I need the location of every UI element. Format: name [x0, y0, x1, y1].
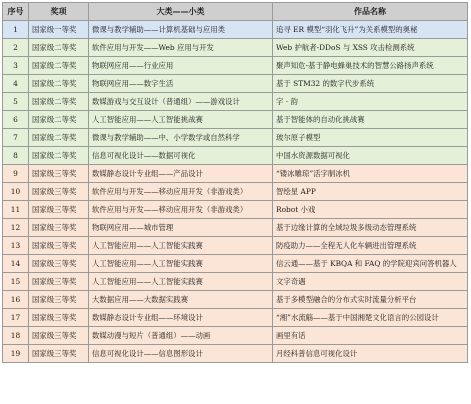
- cell-category: 信息可视化设计——信息图形设计: [89, 345, 273, 363]
- table-row: [3, 255, 468, 273]
- cell-award: 国家级三等奖: [29, 291, 89, 309]
- cell-category: 人工智能应用——人工智能挑战赛: [89, 111, 273, 129]
- cell-no: 1: [3, 21, 29, 39]
- table-row: [3, 75, 468, 93]
- cell-category: 人工智能应用——人工智能实践赛: [89, 255, 273, 273]
- cell-no: 19: [3, 345, 29, 363]
- cell-award: 国家级二等奖: [29, 75, 89, 93]
- table-row: [3, 327, 468, 345]
- table-row: [3, 111, 468, 129]
- cell-award: 国家级三等奖: [29, 201, 89, 219]
- cell-no: 2: [3, 39, 29, 57]
- cell-no: 18: [3, 327, 29, 345]
- cell-award: 国家级三等奖: [29, 165, 89, 183]
- header-category: 大类——小类: [89, 3, 273, 21]
- cell-no: 3: [3, 57, 29, 75]
- table-row: [3, 309, 468, 327]
- header-no: 序号: [3, 3, 29, 21]
- cell-work: Web 护航者-DDoS 与 XSS 攻击检测系统: [273, 39, 468, 57]
- header-work: 作品名称: [273, 3, 468, 21]
- cell-no: 13: [3, 237, 29, 255]
- cell-no: 15: [3, 273, 29, 291]
- cell-no: 7: [3, 129, 29, 147]
- cell-category: 数媒静态设计专业组——产品设计: [89, 165, 273, 183]
- table-row: [3, 291, 468, 309]
- table-row: [3, 57, 468, 75]
- cell-work: 基于智能体的自动化挑战赛: [273, 111, 468, 129]
- cell-award: 国家级三等奖: [29, 255, 89, 273]
- cell-no: 6: [3, 111, 29, 129]
- cell-work: 基于边缘计算的全域垃圾多级动态管理系统: [273, 219, 468, 237]
- cell-work: 画里有话: [273, 327, 468, 345]
- cell-work: 月经科普信息可视化设计: [273, 345, 468, 363]
- cell-category: 微课与教学辅助——计算机基础与应用类: [89, 21, 273, 39]
- cell-award: 国家级三等奖: [29, 309, 89, 327]
- cell-work: 防疫助力——全程无人化车辆进出管理系统: [273, 237, 468, 255]
- cell-no: 12: [3, 219, 29, 237]
- cell-award: 国家级三等奖: [29, 345, 89, 363]
- cell-category: 物联网应用——城市管理: [89, 219, 273, 237]
- cell-award: 国家级三等奖: [29, 273, 89, 291]
- cell-category: 人工智能应用——人工智能实践赛: [89, 273, 273, 291]
- table-row: [3, 183, 468, 201]
- cell-work: 玻尔原子模型: [273, 129, 468, 147]
- table-row: [3, 273, 468, 291]
- cell-award: 国家级二等奖: [29, 111, 89, 129]
- cell-work: 聚声知危-基于静电蜂巢技术的智慧公路扬声系统: [273, 57, 468, 75]
- cell-category: 物联网应用——数字生活: [89, 75, 273, 93]
- cell-award: 国家级三等奖: [29, 327, 89, 345]
- cell-work: 中国水资源数据可视化: [273, 147, 468, 165]
- cell-award: 国家级三等奖: [29, 237, 89, 255]
- cell-work: 基于 STM32 的数字代步系统: [273, 75, 468, 93]
- cell-award: 国家级二等奖: [29, 39, 89, 57]
- cell-award: 国家级二等奖: [29, 57, 89, 75]
- cell-work: Robot 小戏: [273, 201, 468, 219]
- cell-no: 10: [3, 183, 29, 201]
- cell-category: 物联网应用——行业应用: [89, 57, 273, 75]
- cell-work: 追寻 ER 模型“羽化飞升”为关系模型的奥秘: [273, 21, 468, 39]
- cell-category: 软件应用与开发——移动应用开发（非游戏类）: [89, 183, 273, 201]
- cell-work: 智绘星 APP: [273, 183, 468, 201]
- table-row: [3, 93, 468, 111]
- cell-no: 14: [3, 255, 29, 273]
- header-award: 奖项: [29, 3, 89, 21]
- cell-no: 8: [3, 147, 29, 165]
- cell-award: 国家级二等奖: [29, 147, 89, 165]
- table-row: [3, 21, 468, 39]
- table-row: [3, 165, 468, 183]
- cell-category: 数媒静态设计专业组——环境设计: [89, 309, 273, 327]
- cell-no: 4: [3, 75, 29, 93]
- awards-table: [2, 2, 468, 363]
- cell-no: 9: [3, 165, 29, 183]
- table-row: [3, 147, 468, 165]
- cell-category: 软件应用与开发——移动应用开发（非游戏类）: [89, 201, 273, 219]
- cell-category: 数媒动漫与短片（普通组）——动画: [89, 327, 273, 345]
- table-row: [3, 219, 468, 237]
- table-body: [3, 21, 468, 363]
- cell-no: 11: [3, 201, 29, 219]
- cell-category: 人工智能应用——人工智能实践赛: [89, 237, 273, 255]
- table-row: [3, 129, 468, 147]
- header-row: [3, 3, 468, 21]
- cell-no: 5: [3, 93, 29, 111]
- cell-work: 文字奇遇: [273, 273, 468, 291]
- cell-category: 软件应用与开发——Web 应用与开发: [89, 39, 273, 57]
- table-row: [3, 237, 468, 255]
- table-row: [3, 39, 468, 57]
- cell-no: 17: [3, 309, 29, 327]
- cell-award: 国家级三等奖: [29, 183, 89, 201]
- cell-category: 信息可视化设计——数据可视化: [89, 147, 273, 165]
- table-row: [3, 345, 468, 363]
- cell-award: 国家级三等奖: [29, 219, 89, 237]
- cell-work: 信云通——基于 KBQA 和 FAQ 的学院迎宾问答机器人: [273, 255, 468, 273]
- cell-award: 国家级二等奖: [29, 93, 89, 111]
- cell-award: 国家级一等奖: [29, 21, 89, 39]
- table-row: [3, 201, 468, 219]
- cell-category: 大数据应用——大数据实践赛: [89, 291, 273, 309]
- cell-category: 数媒游戏与交互设计（普通组）——游戏设计: [89, 93, 273, 111]
- cell-no: 16: [3, 291, 29, 309]
- cell-work: 字 · 韵: [273, 93, 468, 111]
- cell-work: “湘”水流觞——基于中国湘楚文化语言的公园设计: [273, 309, 468, 327]
- cell-category: 微课与教学辅助——中、小学数学或自然科学: [89, 129, 273, 147]
- cell-work: 基于多模型融合的分布式实时流量分析平台: [273, 291, 468, 309]
- cell-award: 国家级二等奖: [29, 129, 89, 147]
- cell-work: “镂冰雕琼”活字制冰机: [273, 165, 468, 183]
